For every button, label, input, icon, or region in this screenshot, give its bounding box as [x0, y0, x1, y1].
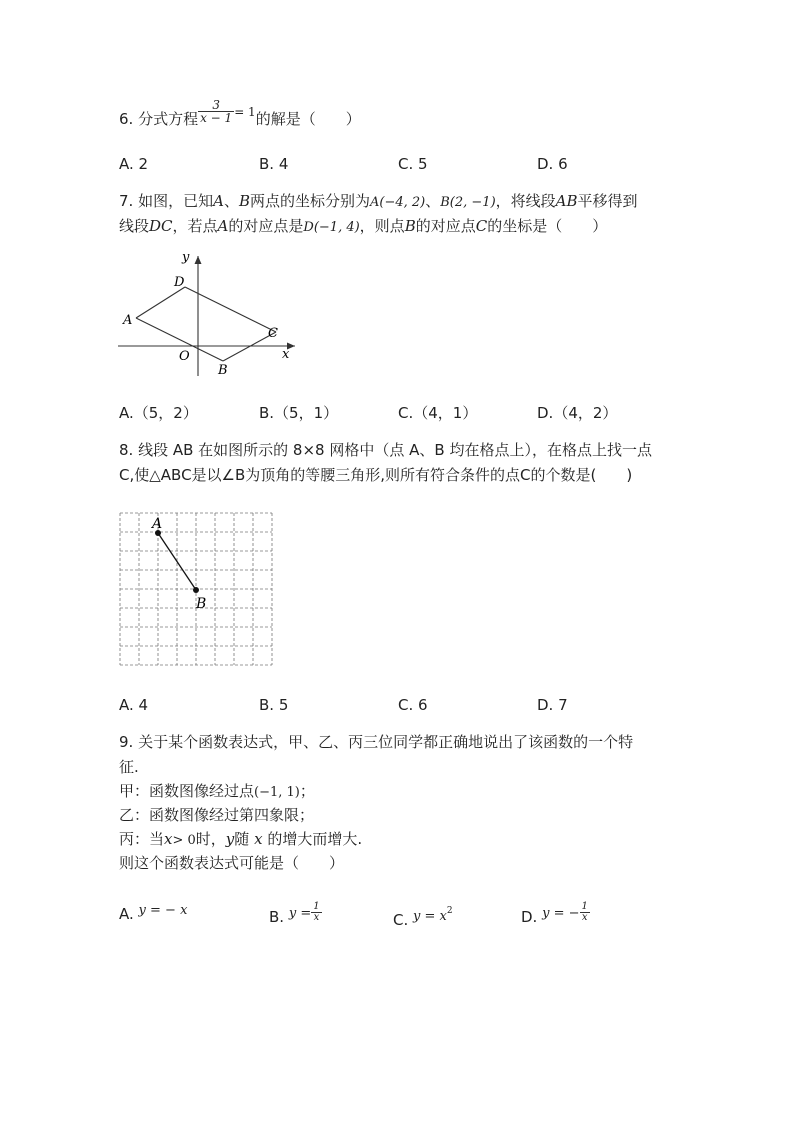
q8-option-a[interactable]: A. 4: [119, 696, 149, 714]
q7-coord-b: B(2, −1): [440, 195, 496, 210]
q6-option-a[interactable]: A. 2: [119, 155, 149, 173]
q7-segment-ab: AB: [555, 192, 578, 210]
q9-cond: > 0: [172, 833, 196, 848]
label-o: O: [179, 349, 190, 364]
q9-option-a[interactable]: [119, 902, 187, 923]
q9-text: ；: [299, 782, 315, 800]
segment-ab: [158, 533, 196, 590]
q6-option-d[interactable]: D. 6: [537, 155, 568, 173]
q9-option-d[interactable]: [521, 901, 590, 926]
q9-var-y: y: [225, 830, 235, 848]
q9-ask: 则这个函数表达式可能是（ ）: [119, 854, 345, 872]
q7-text: 两点的坐标分别为: [249, 192, 370, 210]
q6-fraction: [198, 99, 234, 124]
y-axis-arrow: [195, 256, 202, 264]
q6-option-b[interactable]: B. 4: [259, 155, 289, 173]
q7-figure: [110, 250, 310, 380]
q7-segment-dc: DC: [149, 217, 173, 235]
label-a: A: [152, 516, 163, 532]
q6-prefix: 6. 分式方程: [119, 110, 199, 128]
q7-point-b: B: [238, 192, 250, 210]
label-d: D: [174, 275, 185, 290]
q7-text: 线段: [119, 217, 150, 235]
q8-grid-figure: [118, 511, 276, 669]
option-label: D.: [521, 908, 538, 926]
q7-option-c[interactable]: C.（4，1）: [398, 404, 478, 422]
q9-text: 甲：函数图像经过点: [119, 782, 255, 800]
label-b: B: [218, 363, 228, 378]
q8-stem-line2: C,使△ABC是以∠B为顶角的等腰三角形,则所有符合条件的点C的个数是( ): [119, 466, 633, 484]
q9-condition-jia: [119, 782, 315, 802]
q9-option-b[interactable]: [269, 901, 322, 926]
segment-dc: [185, 287, 276, 332]
q7-coord-d: D(−1, 4): [303, 220, 360, 235]
q7-text: 的坐标是（ ）: [487, 217, 608, 235]
frac-denominator: x: [313, 912, 320, 923]
frac-numerator: 1: [313, 901, 320, 912]
q7-option-d[interactable]: D.（4，2）: [537, 404, 618, 422]
label-a: A: [123, 313, 133, 328]
option-label: C.: [393, 911, 409, 929]
q6-option-c[interactable]: C. 5: [398, 155, 428, 173]
q6-frac-denominator: x − 1: [200, 111, 233, 125]
q9-var-x: x: [164, 830, 173, 848]
option-expr: y = − x: [138, 903, 188, 918]
q9-condition-bing: [119, 830, 362, 850]
q7-text: 平移得到: [577, 192, 638, 210]
option-exponent: 2: [446, 906, 453, 916]
q7-text: 的对应点是: [228, 217, 304, 235]
q7-point-b: B: [404, 217, 416, 235]
option-expr: y = −: [542, 906, 580, 921]
q7-point-c: C: [475, 217, 488, 235]
q8-option-c[interactable]: C. 6: [398, 696, 428, 714]
label-b: B: [196, 596, 207, 612]
segment-ad: [136, 287, 185, 318]
q9-text: 的增大而增大.: [267, 830, 363, 848]
q9-option-c[interactable]: [393, 902, 453, 929]
option-fraction: [311, 902, 321, 923]
q8-option-d[interactable]: D. 7: [537, 696, 568, 714]
option-expr: y =: [288, 906, 312, 921]
option-label: A.: [119, 905, 134, 923]
q9-text: 时，: [195, 830, 226, 848]
q7-option-a[interactable]: A.（5，2）: [119, 404, 198, 422]
q7-option-b[interactable]: B.（5，1）: [259, 404, 339, 422]
label-c: C: [268, 326, 278, 341]
q9-stem-line2: 征.: [119, 758, 139, 776]
q7-text: ，将线段: [495, 192, 556, 210]
frac-denominator: x: [581, 912, 588, 923]
q7-text: ，则点: [359, 217, 405, 235]
q7-stem-line1: [119, 192, 638, 212]
option-expr: y = x: [413, 909, 447, 924]
q9-var-x: x: [254, 830, 263, 848]
q8-stem-line1: 8. 线段 AB 在如图所示的 8×8 网格中（点 A、B 均在格点上），在格点上找一点: [119, 441, 652, 459]
q6-suffix: 的解是（ ）: [255, 110, 361, 128]
q7-text: 7. 如图，已知: [119, 192, 214, 210]
q7-stem-line2: [119, 217, 607, 237]
label-y: y: [182, 250, 190, 265]
q7-sep: 、: [223, 192, 239, 210]
q6-frac-numerator: 3: [198, 99, 234, 112]
q9-stem-line1: 9. 关于某个函数表达式，甲、乙、丙三位同学都正确地说出了该函数的一个特: [119, 733, 634, 751]
q9-point: (−1, 1): [254, 785, 300, 800]
q6-stem: [119, 98, 361, 128]
q7-text: ，若点: [172, 217, 218, 235]
option-label: B.: [269, 908, 285, 926]
label-x: x: [282, 347, 290, 362]
q7-point-a: A: [213, 192, 224, 210]
frac-numerator: 1: [581, 901, 588, 912]
q7-point-a: A: [217, 217, 229, 235]
q6-rhs: = 1: [234, 105, 256, 119]
q8-option-b[interactable]: B. 5: [259, 696, 289, 714]
q9-text: 随: [234, 830, 250, 848]
q9-text: 丙：当: [119, 830, 165, 848]
q7-coord-a: A(−4, 2): [370, 195, 426, 210]
q9-condition-yi: 乙：函数图像经过第四象限；: [119, 806, 315, 824]
q7-text: 的对应点: [415, 217, 476, 235]
q7-sep: 、: [425, 192, 441, 210]
option-fraction: [580, 902, 590, 923]
point-b: [193, 587, 199, 593]
